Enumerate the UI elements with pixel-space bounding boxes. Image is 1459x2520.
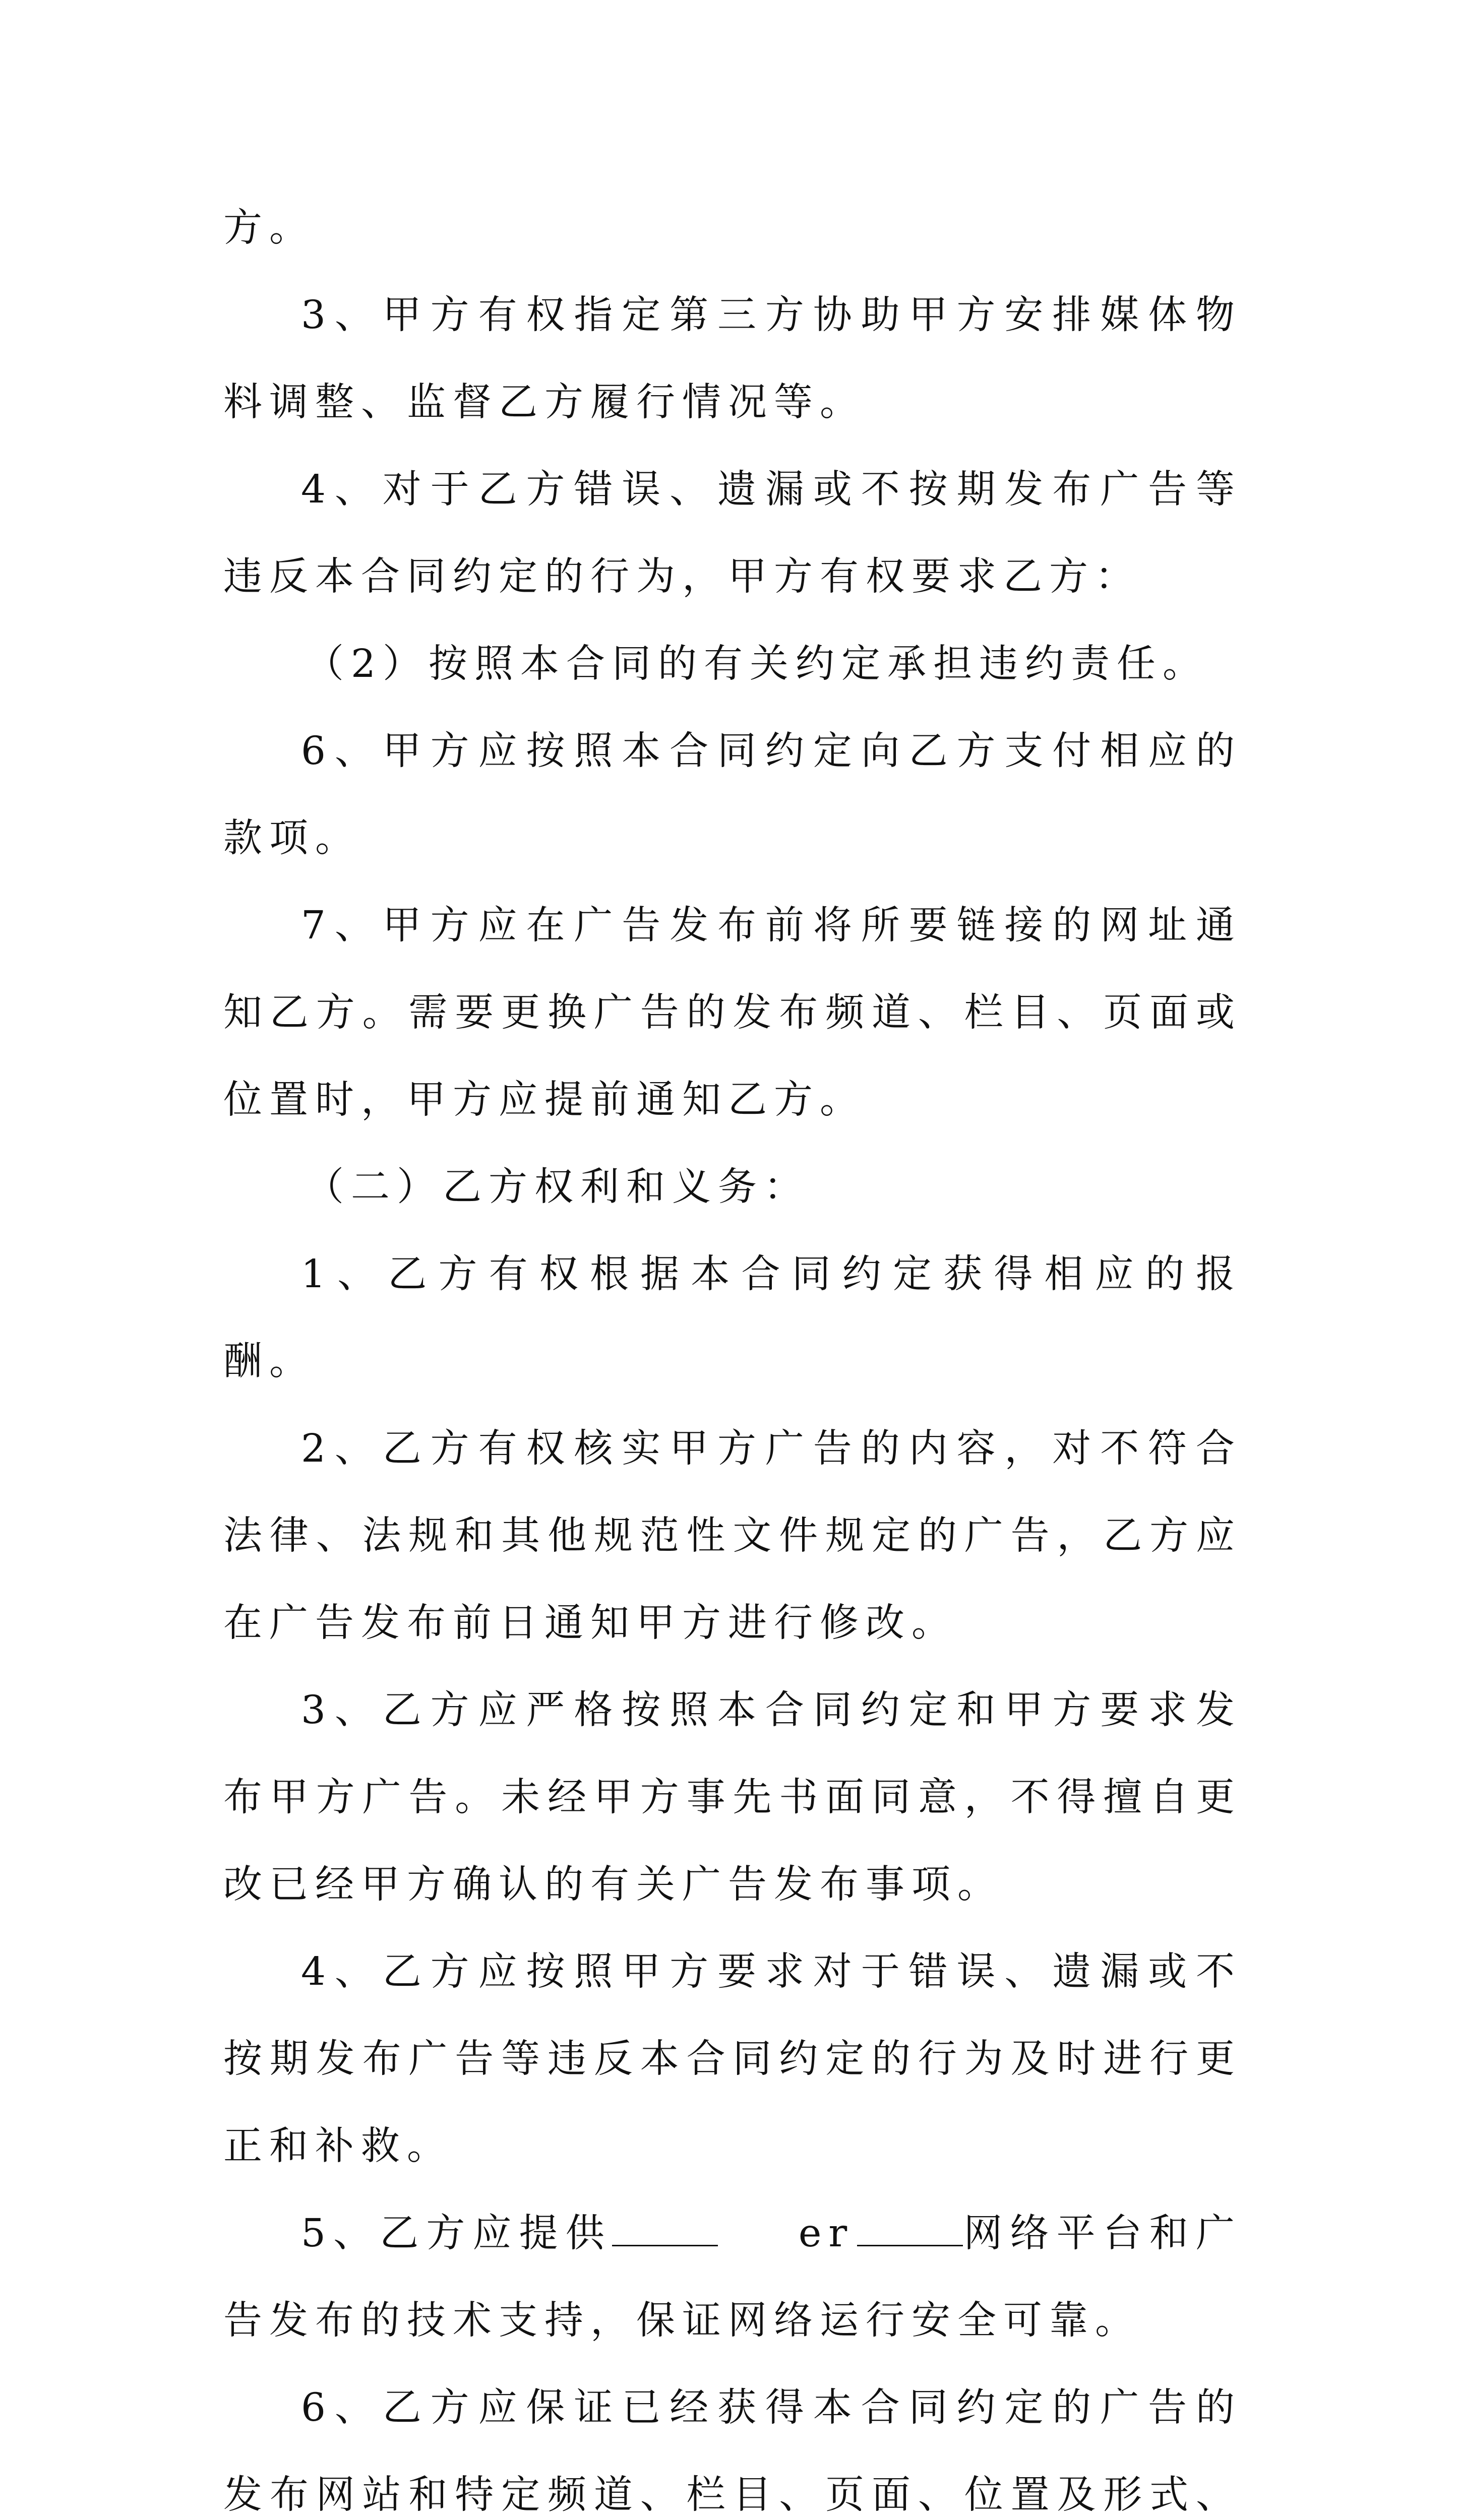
- clause-b5: [223, 2190, 1242, 2364]
- clause-a6: 6、甲方应按照本合同约定向乙方支付相应的款项。: [223, 729, 1242, 861]
- clause-b5-prefix: 5、乙方应提供: [301, 2211, 612, 2256]
- clause-b5-fill: er: [798, 2211, 855, 2256]
- clause-b4: 4、乙方应按照甲方要求对于错误、遗漏或不按期发布广告等违反本合同约定的行为及时进行更正和补救。: [223, 1949, 1242, 2169]
- blank-line-right: [857, 2216, 963, 2246]
- section-heading-party-b: （二）乙方权利和义务：: [305, 1165, 810, 1210]
- contract-body: [223, 184, 1242, 2520]
- blank-line-left: [612, 2216, 718, 2246]
- clause-a4: 4、对于乙方错误、遗漏或不按期发布广告等违反本合同约定的行为，甲方有权要求乙方：: [223, 467, 1242, 599]
- clause-a4-item-2: （2）按照本合同的有关约定承担违约责任。: [305, 642, 1208, 686]
- clause-b6: 6、乙方应保证已经获得本合同约定的广告的发布网站和特定频道、栏目、页面、位置及形式、: [223, 2385, 1242, 2517]
- clause-b3: 3、乙方应严格按照本合同约定和甲方要求发布甲方广告。未经甲方事先书面同意，不得擅自更改已经甲方确认的有关广告发布事项。: [223, 1688, 1242, 1907]
- clause-a7: 7、甲方应在广告发布前将所要链接的网址通知乙方。需要更换广告的发布频道、栏目、页面或位置时，甲方应提前通知乙方。: [223, 903, 1242, 1122]
- clause-b1: 1、乙方有权根据本合同约定获得相应的报酬。: [223, 1252, 1242, 1384]
- clause-b2: 2、乙方有权核实甲方广告的内容，对不符合法律、法规和其他规范性文件规定的广告，乙方应在广告发布前日通知甲方进行修改。: [223, 1426, 1242, 1646]
- paragraph-continuation: 方。: [223, 206, 315, 250]
- clause-a3: 3、甲方有权指定第三方协助甲方安排媒体物料调整、监督乙方履行情况等。: [223, 293, 1242, 425]
- clause-b5-suffix: 网络平台和广告发布的技术支持，保证网络运行安全可靠。: [223, 2211, 1242, 2343]
